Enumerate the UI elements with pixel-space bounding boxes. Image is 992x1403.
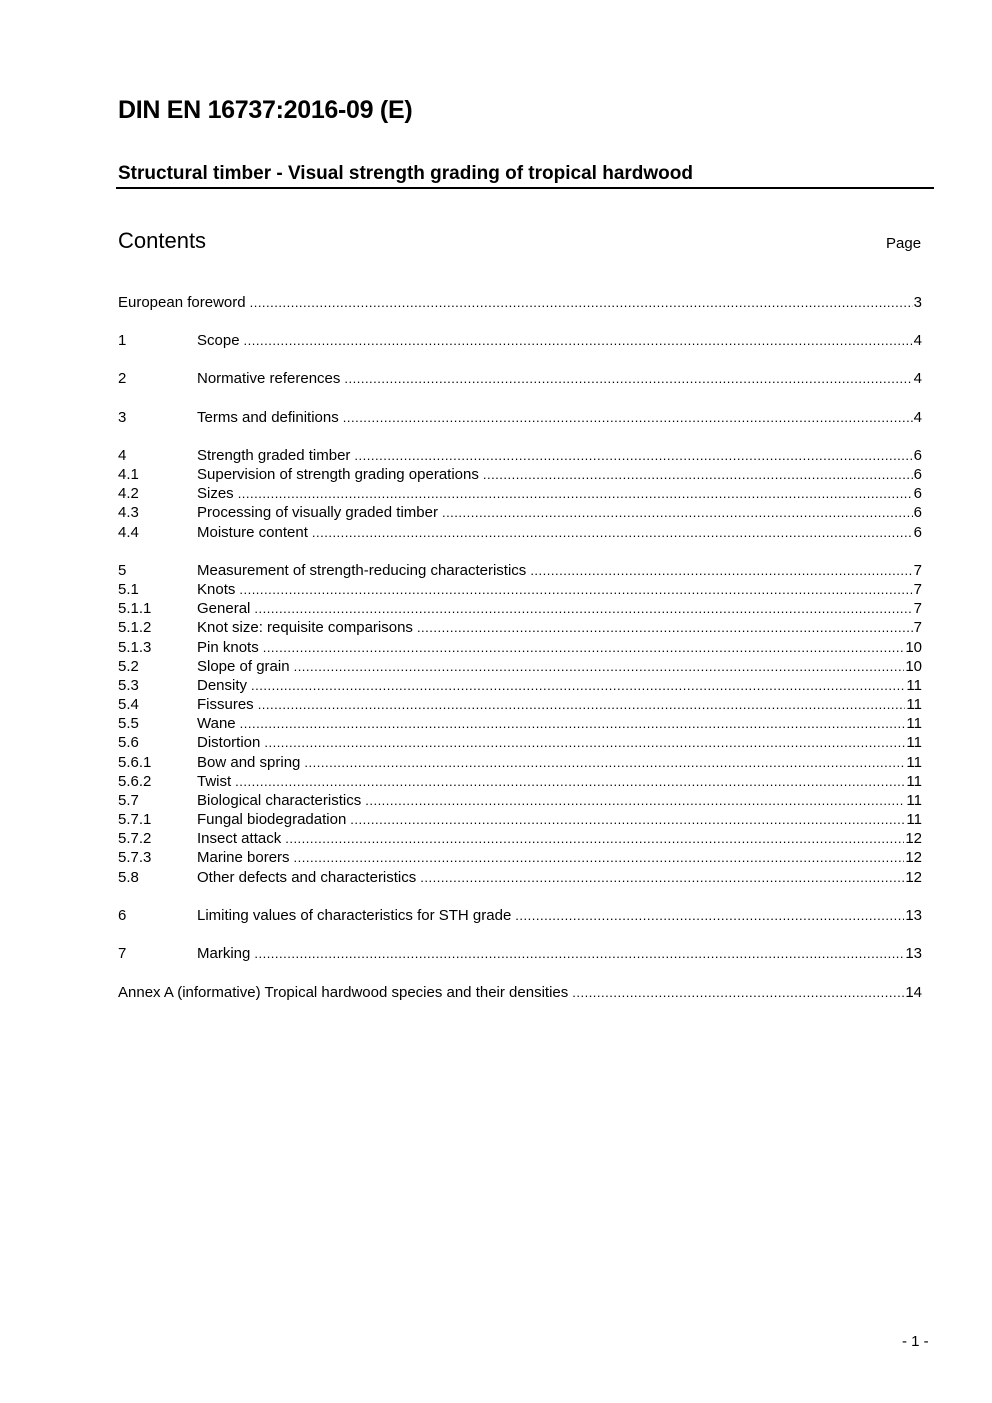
toc-entry[interactable]	[118, 484, 922, 503]
toc-section-number: 5.1.2	[118, 619, 152, 636]
page-column-heading: Page	[886, 235, 922, 252]
toc-section-title: Normative references	[197, 370, 341, 387]
toc-section-title: Fungal biodegradation	[197, 811, 347, 828]
toc-section-number: 5.7.3	[118, 849, 152, 866]
toc-section-title: Strength graded timber	[197, 447, 351, 464]
toc-section-title: Pin knots	[197, 639, 259, 656]
toc-dot-leader	[343, 408, 913, 427]
toc-page-number: 11	[906, 696, 922, 713]
contents-heading: Contents	[118, 228, 207, 253]
toc-section-number: 5.6.1	[118, 754, 152, 771]
toc-page-number: 10	[905, 658, 922, 675]
toc-page-number: 4	[913, 332, 922, 349]
toc-page-number: 6	[913, 466, 922, 483]
toc-page-number: 11	[906, 734, 922, 751]
toc-section-title: Fissures	[197, 696, 254, 713]
toc-dot-leader	[354, 446, 912, 465]
toc-entry[interactable]	[118, 791, 922, 810]
toc-entry[interactable]	[118, 580, 922, 599]
toc-entry[interactable]	[118, 829, 922, 848]
toc-dot-leader	[235, 772, 905, 791]
toc-section-title: Biological characteristics	[197, 792, 362, 809]
toc-entry[interactable]	[118, 638, 922, 657]
toc-section-title: Annex A (informative) Tropical hardwood species and their densities	[118, 984, 569, 1001]
toc-entry[interactable]	[118, 848, 922, 867]
toc-dot-leader	[515, 906, 904, 925]
toc-section-title: Density	[197, 677, 248, 694]
toc-page-number: 7	[913, 619, 922, 636]
toc-section-number: 1	[118, 332, 127, 349]
toc-section-title: European foreword	[118, 294, 246, 311]
toc-dot-leader	[285, 829, 904, 848]
toc-section-title: Supervision of strength grading operations	[197, 466, 479, 483]
toc-section-title: Marking	[197, 945, 251, 962]
toc-entry[interactable]	[118, 983, 922, 1002]
toc-section-number: 4	[118, 447, 127, 464]
toc-section-number: 5.1.1	[118, 600, 152, 617]
toc-section-number: 7	[118, 945, 127, 962]
toc-page-number: 7	[913, 581, 922, 598]
toc-section-number: 5.1	[118, 581, 139, 598]
toc-page-number: 11	[906, 811, 922, 828]
toc-section-title: Insect attack	[197, 830, 282, 847]
toc-section-title: Twist	[197, 773, 232, 790]
toc-dot-leader	[442, 503, 913, 522]
toc-section-number: 5.7.1	[118, 811, 152, 828]
toc-dot-leader	[365, 791, 905, 810]
toc-page-number: 14	[905, 984, 922, 1001]
toc-page-number: 6	[913, 504, 922, 521]
toc-entry[interactable]	[118, 599, 922, 618]
page-number: - 1 -	[902, 1333, 929, 1350]
toc-section-title: Moisture content	[197, 524, 308, 541]
toc-section-number: 4.3	[118, 504, 139, 521]
toc-dot-leader	[420, 868, 904, 887]
toc-page-number: 4	[913, 370, 922, 387]
toc-section-number: 5.7	[118, 792, 139, 809]
toc-page-number: 4	[913, 409, 922, 426]
toc-entry[interactable]	[118, 944, 922, 963]
toc-entry[interactable]	[118, 772, 922, 791]
toc-page-number: 6	[913, 524, 922, 541]
toc-section-title: Marine borers	[197, 849, 290, 866]
toc-section-number: 5.6	[118, 734, 139, 751]
toc-section-number: 5.5	[118, 715, 139, 732]
toc-dot-leader	[530, 561, 912, 580]
toc-page-number: 12	[905, 830, 922, 847]
toc-dot-leader	[417, 618, 913, 637]
toc-page-number: 7	[913, 562, 922, 579]
toc-section-title: Distortion	[197, 734, 261, 751]
toc-entry[interactable]	[118, 868, 922, 887]
toc-dot-leader	[294, 848, 905, 867]
toc-page-number: 11	[906, 677, 922, 694]
document-id: DIN EN 16737:2016-09 (E)	[118, 96, 413, 124]
toc-entry[interactable]	[118, 714, 922, 733]
toc-section-title: Other defects and characteristics	[197, 869, 417, 886]
toc-page-number: 12	[905, 869, 922, 886]
toc-entry[interactable]	[118, 408, 922, 427]
toc-page-number: 13	[905, 907, 922, 924]
toc-page-number: 3	[913, 294, 922, 311]
toc-section-title: Wane	[197, 715, 236, 732]
toc-entry[interactable]	[118, 810, 922, 829]
toc-entry[interactable]	[118, 618, 922, 637]
document-subtitle: Structural timber - Visual strength grading of tropical hardwood	[118, 163, 693, 184]
toc-dot-leader	[238, 484, 913, 503]
toc-dot-leader	[264, 733, 905, 752]
toc-section-number: 4.2	[118, 485, 139, 502]
toc-dot-leader	[244, 331, 913, 350]
toc-page-number: 11	[906, 773, 922, 790]
toc-entry[interactable]	[118, 753, 922, 772]
toc-section-number: 5.7.2	[118, 830, 152, 847]
toc-dot-leader	[254, 599, 912, 618]
toc-dot-leader	[350, 810, 905, 829]
toc-dot-leader	[240, 714, 906, 733]
toc-entry[interactable]	[118, 695, 922, 714]
toc-section-number: 4.4	[118, 524, 139, 541]
toc-section-number: 5.3	[118, 677, 139, 694]
toc-section-title: Limiting values of characteristics for STH grade	[197, 907, 512, 924]
toc-section-number: 3	[118, 409, 127, 426]
toc-page-number: 6	[913, 485, 922, 502]
toc-dot-leader	[254, 944, 904, 963]
toc-page-number: 10	[905, 639, 922, 656]
toc-entry[interactable]	[118, 561, 922, 580]
toc-entry[interactable]	[118, 657, 922, 676]
toc-page-number: 11	[906, 715, 922, 732]
toc-page-number: 11	[906, 754, 922, 771]
toc-dot-leader	[483, 465, 913, 484]
toc-entry[interactable]	[118, 369, 922, 388]
toc-section-title: Knot size: requisite comparisons	[197, 619, 413, 636]
toc-section-number: 5.1.3	[118, 639, 152, 656]
toc-section-title: Processing of visually graded timber	[197, 504, 438, 521]
toc-entry[interactable]	[118, 733, 922, 752]
toc-section-number: 5	[118, 562, 127, 579]
toc-page-number: 6	[913, 447, 922, 464]
toc-page-number: 11	[906, 792, 922, 809]
toc-entry[interactable]	[118, 523, 922, 542]
toc-dot-leader	[294, 657, 905, 676]
toc-section-number: 5.6.2	[118, 773, 152, 790]
toc-section-number: 2	[118, 370, 127, 387]
toc-entry[interactable]	[118, 331, 922, 350]
toc-dot-leader	[312, 523, 913, 542]
toc-section-title: Bow and spring	[197, 754, 301, 771]
toc-entry[interactable]	[118, 906, 922, 925]
toc-section-title: Measurement of strength-reducing characteristics	[197, 562, 527, 579]
toc-section-number: 5.2	[118, 658, 139, 675]
toc-section-title: Slope of grain	[197, 658, 290, 675]
toc-section-title: Terms and definitions	[197, 409, 339, 426]
toc-dot-leader	[572, 983, 904, 1002]
toc-dot-leader	[344, 369, 912, 388]
toc-section-title: Knots	[197, 581, 236, 598]
toc-dot-leader	[304, 753, 905, 772]
toc-section-number: 5.8	[118, 869, 139, 886]
toc-entry[interactable]	[118, 446, 922, 465]
toc-dot-leader	[250, 293, 913, 312]
toc-dot-leader	[239, 580, 912, 599]
toc-dot-leader	[251, 676, 905, 695]
toc-section-title: General	[197, 600, 251, 617]
toc-section-title: Sizes	[197, 485, 234, 502]
toc-section-number: 5.4	[118, 696, 139, 713]
toc-entry[interactable]	[118, 503, 922, 522]
toc-section-number: 4.1	[118, 466, 139, 483]
toc-page-number: 12	[905, 849, 922, 866]
toc-section-number: 6	[118, 907, 127, 924]
toc-page-number: 7	[913, 600, 922, 617]
toc-entry[interactable]	[118, 293, 922, 312]
toc-dot-leader	[263, 638, 905, 657]
toc-section-title: Scope	[197, 332, 240, 349]
toc-page-number: 13	[905, 945, 922, 962]
toc-entry[interactable]	[118, 465, 922, 484]
toc-dot-leader	[258, 695, 906, 714]
toc-entry[interactable]	[118, 676, 922, 695]
